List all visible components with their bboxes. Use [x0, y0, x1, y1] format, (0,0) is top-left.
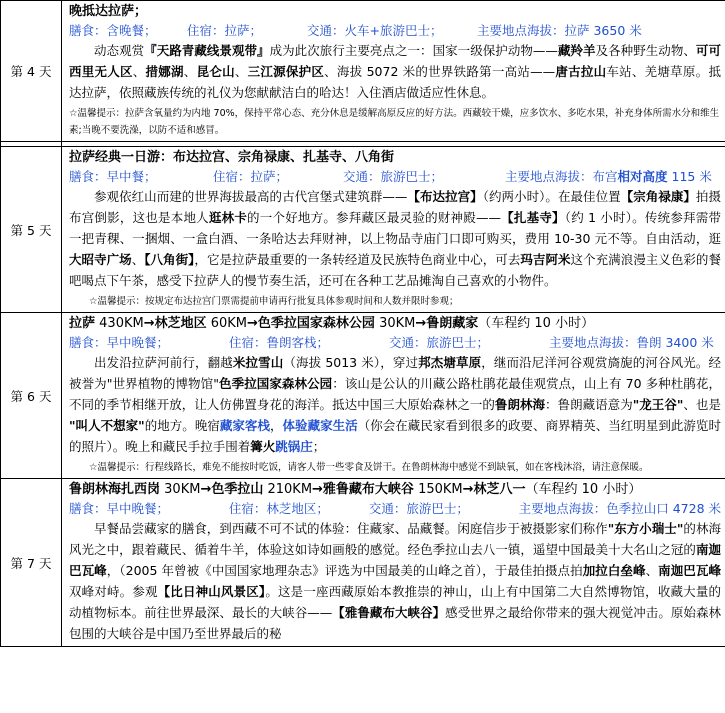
transport: 交通：旅游巴士； — [343, 169, 444, 184]
day-row-5 — [1, 147, 725, 313]
day-description-5: 参观依红山而建的世界海拔最高的古代宫堡式建筑群——【布达拉宫】（约两小时）。在最佳位置【宗角禄康】拍摄布宫倒影，这也是本地人逛林卡的一个好地方。参拜藏区最灵验的财神殿——【扎基寺】（约 1 小时）。传统参拜需带一把青稞、一捆烟、一盒白酒、一条哈达去拜财神，以上物品寺庙门口即可购买，费用 10-30 元不等。自由活动，逛大昭寺广场、【八角街】，它是拉萨最重要的一条转经道及民族特色商业中心，可去玛吉阿米这个充满浪漫主义色彩的餐吧喝点下午茶，感受下拉萨人的慢节奏生活，还可在各种工艺品摊淘自己喜欢的小物件。 — [69, 189, 721, 288]
day-row-4 — [1, 1, 725, 142]
day-title-6: 拉萨 430KM→林芝地区 60KM→色季拉国家森林公园 30KM→鲁朗藏家（车程约 10 小时） — [69, 316, 595, 331]
day-label-6: 第 6 天 — [1, 313, 62, 479]
meals: 膳食：早中晚餐； — [69, 501, 170, 516]
day-title-4: 晚抵达拉萨； — [69, 4, 148, 19]
day-meta-4 — [69, 21, 721, 40]
day-content-5 — [62, 147, 725, 313]
day-content-7 — [62, 479, 725, 647]
day-meta-7 — [69, 499, 721, 518]
altitude: 主要地点海拔：拉萨 3650 米 — [477, 23, 642, 38]
altitude: 主要地点海拔：鲁朗 3400 米 — [549, 335, 714, 350]
meals: 膳食：早中晚餐； — [69, 335, 170, 350]
day-description-6: 出发沿拉萨河前行，翻越米拉雪山（海拔 5013 米），穿过邦杰塘草原，继而沿尼洋河谷观赏旖旎的河谷风光。经被誉为"世界植物的博物馆"色季拉国家森林公园：该山是公认的川藏公路杜鹃花最佳观赏点，山上有 70 多种杜鹃花，不同的季节相继开放，让人仿佛置身花的海洋。抵达中国三大原始森林之一的鲁朗林海：鲁朗藏语意为"龙王谷"、也是 "叫人不想家"的地方。晚宿藏家客栈，体验藏家生活（你会在藏民家看到很多的政要、商界精英、当红明星到此游览时的照片）。晚上和藏民手拉手围着篝火跳锅庄； — [69, 355, 721, 454]
day-label-4: 第 4 天 — [1, 1, 62, 142]
day-content-6 — [62, 313, 725, 479]
day-label-7: 第 7 天 — [1, 479, 62, 647]
transport: 交通：火车+旅游巴士； — [307, 23, 443, 38]
meals: 膳食：早中餐； — [69, 169, 157, 184]
day-title-5: 拉萨经典一日游：布达拉宫、宗角禄康、扎基寺、八角街 — [69, 150, 395, 165]
stay: 住宿：拉萨； — [187, 23, 263, 38]
warm-tip-5: ☆温馨提示：按规定布达拉宫门票需提前申请再行批复具体参观时间和人数并限时参观； — [89, 296, 459, 307]
meals: 膳食：含晚餐； — [69, 23, 157, 38]
altitude: 主要地点海拔：色季拉山口 4728 米 — [518, 501, 721, 516]
day-meta-5 — [69, 167, 721, 186]
stay: 住宿：林芝地区； — [228, 501, 329, 516]
day-content-4 — [62, 1, 725, 142]
day-label-5: 第 5 天 — [1, 147, 62, 313]
altitude: 主要地点海拔：布宫相对高度 115 米 — [505, 169, 712, 184]
transport: 交通：旅游巴士； — [368, 501, 469, 516]
stay: 住宿：拉萨； — [213, 169, 289, 184]
transport: 交通：旅游巴士； — [389, 335, 490, 350]
day-title-7: 鲁朗林海扎西岗 30KM→色季拉山 210KM→雅鲁藏布大峡谷 150KM→林芝八一（车程约 10 小时） — [69, 482, 642, 497]
stay: 住宿：鲁朗客栈； — [229, 335, 330, 350]
day-description-4: 动态观赏『天路青藏线景观带』成为此次旅行主要亮点之一：国家一级保护动物——藏羚羊及各种野生动物、可可西里无人区、措娜湖、昆仑山、三江源保护区、海拔 5072 米的世界铁路第一高站——唐古拉山车站、羌塘草原。抵达拉萨，依照藏族传统的礼仪为您献献洁白的哈达！入住酒店做适应性休息。 — [69, 43, 721, 100]
day-description-7: 早餐品尝藏家的膳食，到西藏不可不试的体验：住藏家、品藏餐。闲庭信步于被摄影家们称作"东方小瑞士"的林海风光之中，跟着藏民、循着牛羊，体验这如诗如画般的感觉。经色季拉山去八一镇，遥望中国最美十大名山之冠的南迦巴瓦峰，（2005 年曾被《中国国家地理杂志》评选为中国最美的山峰之首），于最佳拍摄点拍加拉白垒峰、南迦巴瓦峰双峰对峙。参观【比日神山风景区】。这是一座西藏原始本教推崇的神山，山上有中国第二大自然博物馆，收藏大量的动植物标本。前往世界最深、最长的大峡谷——【雅鲁藏布大峡谷】感受世界之最给你带来的强大视觉冲击。原始森林包围的大峡谷是中国乃至世界最后的秘 — [69, 521, 721, 641]
warm-tip-6: ☆温馨提示：行程线路长，难免不能按时吃饭，请客人带一些零食及饼干。在鲁朗林海中感觉不到缺氧，如在客栈沐浴，请注意保暖。 — [89, 462, 649, 473]
warm-tip-4: ☆温馨提示：拉萨含氧量约为内地 70%，保持平常心态、充分休息是缓解高原反应的好方法。西藏较干燥，应多饮水、多吃水果，补充身体所需水分和维生素;当晚不要洗澡，以防不适和感冒。 — [69, 108, 720, 136]
day-meta-6 — [69, 333, 721, 352]
day-row-6 — [1, 313, 725, 479]
day-row-7 — [1, 479, 725, 647]
